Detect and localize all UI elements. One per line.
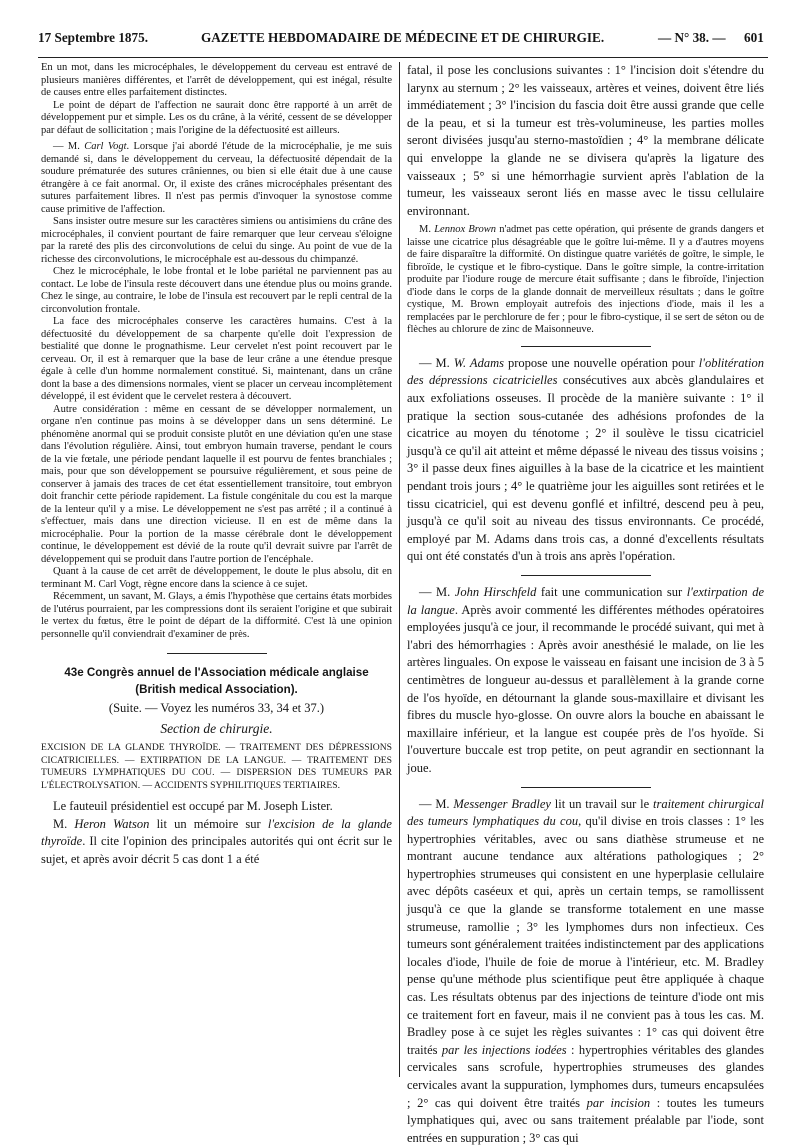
left-column <box>41 62 392 868</box>
speaker-name: Messenger Bradley <box>453 797 551 811</box>
paragraph-text: . Après avoir commenté les différentes méthodes opératoires employées jusqu'à ce jour, il recommande le procédé suivant, qui met à l'abri des hémorrhagies : Après avoir anesthésié le malade, on lie les artères linguales. On expose le vaisseau en faisant une incision de 3 à 5 centimètres de longueur au-dessus et parallèlement à la grande corne de l'os hyoïde, en détournant la glande sous-maxillaire et divisant les fibres du muscle hyo-glosse. On ouvre alors la bouche en abaissant le maxillaire inférieur, et la langue est coupée près de l'os hyoïde. Si l'ouverture buccale est trop petite, on peut agrandir en sectionnant la joue. <box>407 603 764 775</box>
header-journal-title: GAZETTE HEBDOMADAIRE DE MÉDECINE ET DE CHIRURGIE. <box>201 30 604 46</box>
speaker-name: John Hirschfeld <box>455 585 537 599</box>
paragraph-text: propose une nouvelle opération pour <box>504 356 699 370</box>
paragraph: Quant à la cause de cet arrêt de développement, le doute le plus absolu, dit en terminant M. Carl Vogt, règne encore dans la science à ce sujet. <box>41 566 392 591</box>
continuation-note: (Suite. — Voyez les numéros 33, 34 et 37.) <box>41 700 392 717</box>
paragraph-text: . Lorsque j'ai abordé l'étude de la microcéphalie, je me suis demandé si, dans le développement du cerveau, la défectuosité dépendait de la soudure prématurée des sutures crâniennes, ou bien si elle était due à une cause étrangère à ce fait anormal. Or, il existe des crânes microcéphales présentant des sutures parfaitement libres. Il n'est pas permis d'invoquer la synostose comme cause primitive de l'affection. <box>41 141 392 215</box>
lead-dash: — M. <box>419 797 453 811</box>
paragraph: Autre considération : même en cessant de se développer normalement, un organe n'en continue pas moins à se développer dans un sens déterminé. Le phénomène anormal qui se produit consiste plutôt en une déviation qu'en une stase dans l'évolution régulière. Ainsi, tout embryon humain traverse, pendant le cours de la vie fœtale, une période pendant laquelle il est pourvu de fentes branchiales ; mais, pour que son développement se poursuive régulièrement, et sous peine de conserver à jamais des traces de cet état essentiellement transitoire, tout embryon doit franchir cette période rapidement. La fistule congénitale du cou est la marque de la lenteur qu'il y a mise. Le développement ne s'est pas arrêté ; il a continué à s'effectuer, mais dans une direction vicieuse. Il en est de même dans la microcéphalie. Pour la portion de la masse cérébrale dont le développement continue, le développement est dévié de la route qu'il devrait suivre par l'arrêt de développement qui se produit dans l'autre portion de l'encéphale. <box>41 404 392 567</box>
paragraph-w-adams <box>407 355 764 566</box>
emphasis: par incision <box>587 1096 651 1110</box>
lead: M. <box>419 224 434 235</box>
paragraph-text: , qu'il divise en trois classes : 1° les hypertrophies véritables, avec ou sans diathèse strumeuse et ne montrant aucune tendance aux altérations pathologiques ; 2° hypertrophies strumeuses qui consistent en une hyperplasie cellulaire avec dépôts caséeux et qui, après un certain temps, se ramollissent jusqu'à ce que la glande se transforme totalement en une masse strumeuse, ramollie ; 3° les lymphomes durs non infectieux. Ces tumeurs sont généralement traitées indistinctement par des applications locales d'iode, l'huile de foie de morue à l'intérieur, etc. M. Bradley pense qu'une méthode plus scientifique peut être appliquée à chaque cas. Les résultats obtenus par des injections de teinture d'iode ont mis ce traitement fort en faveur, mais il ne convient pas à tous les cas. M. Bradley pose à ce sujet les règles suivantes : 1° cas qui doivent être traités <box>407 814 764 1057</box>
section-divider <box>167 653 267 654</box>
header-issue-number: — N° 38. — <box>658 30 726 46</box>
header-page-number: 601 <box>744 30 764 46</box>
section-divider <box>521 787 651 788</box>
section-divider <box>521 575 651 576</box>
paragraph-messenger-bradley <box>407 796 764 1147</box>
congress-subtitle: (British medical Association). <box>41 681 392 698</box>
topic: l'extirpation de la langue <box>407 585 764 617</box>
paragraph-text: lit un travail sur le <box>551 797 653 811</box>
speaker-name: W. Adams <box>454 356 504 370</box>
paragraph-text: . Il cite l'opinion des principales autorités qui ont écrit sur le sujet, et après avoir décrit 5 cas dont 1 a été <box>41 834 392 866</box>
speaker-name: Heron Watson <box>74 817 149 831</box>
lead-dash: — M. <box>419 585 455 599</box>
topic: l'excision de la glande thyroïde <box>41 817 392 849</box>
speaker-name: Carl Vogt <box>84 141 126 152</box>
congress-title: 43e Congrès annuel de l'Association médicale anglaise <box>41 664 392 681</box>
paragraph: La face des microcéphales conserve les caractères humains. C'est à la défectuosité du développement de sa charpente qu'elle doit l'expression de bestialité que donne le prognathisme. Leur cervelet n'est point recouvert par le cerveau. Or, il est à remarquer que la base de leur crâne a une étendue presque égale à celle d'un homme normalement constitué. Si, maintenant, dans un crâne dont la base a des dimensions normales, vient se placer un cerveau incomplètement développé, il est évident que le cervelet restera à découvert. <box>41 316 392 404</box>
paragraph: Le point de départ de l'affection ne saurait donc être rapporté à un arrêt de développement pur et simple. Les os du crâne, à la vérité, cessent de se développer par défaut de sollicitation ; mais l'origine de la défectuosité est ailleurs. <box>41 100 392 138</box>
paragraph-lennox-brown <box>407 224 764 337</box>
right-column <box>407 62 764 1147</box>
section-summary: EXCISION DE LA GLANDE THYROÏDE. — TRAITEMENT DES DÉPRESSIONS CICATRICIELLES. — EXTIRPATION DE LA LANGUE. — TRAITEMENT DES TUMEURS LYMPHATIQUES DU COU. — DISPERSION DES TUMEURS PAR L'ÉLECTROLYSATION. — ACCIDENTS SYPHILITIQUES TERTIAIRES. <box>41 742 392 792</box>
lead-dash: — M. <box>419 356 454 370</box>
paragraph-text: n'admet pas cette opération, qui présente de grands dangers et laisse une cicatrice plus désagréable que le goître lui-même. Il y a d'autres moyens de faire disparaître la difformité. On distingue quatre variétés de goître, le simple, le fibroïde, le cystique et le fibro-cystique. Dans le goître simple, la contre-irritation produite par l'iodure rouge de mercure était suffisante ; dans le fibroïde, l'injection d'iode dans le corps de la glande donnait de merveilleux résultats ; dans le goître cystique, M. Brown employait autrefois des injections d'iode, mais il les a remplacées par le perchlorure de fer ; pour le fibro-cystique, il se sert de séton ou de flèches au chlorure de zinc de Maisonneuve. <box>407 224 764 335</box>
header-rule <box>38 57 768 58</box>
paragraph-carl-vogt <box>41 141 392 216</box>
paragraph-text: consécutives aux abcès glandulaires et aux exfoliations osseuses. Il procède de la manière suivante : 1° il pratique la section sous-cutanée des adhésions profondes de la cicatrice au moyen du ténotome ; 2° il soulève le tissu cicatriciel jusqu'à ce qu'il ait atteint et même dépassé le niveau des tissus voisins ; 3° il passe deux fines aiguilles à la base de la cicatrice et les maintient pendant trois jours ; 4° le quatrième jour les aiguilles sont retirées et le tissu cicatriciel, qui est devenu gonflé et infiltré, descend peu à peu, jusqu'à ce qu'il soit au niveau des tissus environnants. Ce procédé, employé par M. Adams dans trois cas, a donné d'excellents résultats qui ont été constatés d'un à trois ans après l'opération. <box>407 373 764 563</box>
paragraph-text: : hypertrophies véritables des glandes cervicales sans scrofule, hypertrophies strumeuses des glandes cervicales avant la suppuration, lymphomes durs, tumeurs encapsulées ; 2° cas qui doivent être traités <box>407 1043 764 1110</box>
paragraph: Le fauteuil présidentiel est occupé par M. Joseph Lister. <box>41 798 392 816</box>
topic: l'oblitération des dépressions cicatricielles <box>407 356 764 388</box>
speaker-name: Lennox Brown <box>434 224 496 235</box>
paragraph: Récemment, un savant, M. Glays, a émis l'hypothèse que certains états morbides de l'utérus pourraient, par les compressions dont ils seraient l'origine et que subirait le vertex du fœtus, être le point de départ de la difformité. C'est là une opinion personnelle qu'il conviendrait d'examiner de près. <box>41 591 392 641</box>
column-divider <box>399 62 400 1077</box>
header-date: 17 Septembre 1875. <box>38 30 148 46</box>
running-header <box>38 28 768 50</box>
topic: traitement chirurgical des tumeurs lymphatiques du cou <box>407 797 764 829</box>
paragraph-john-hirschfeld <box>407 584 764 778</box>
paragraph-heron-watson <box>41 816 392 869</box>
section-divider <box>521 346 651 347</box>
section-heading: Section de chirurgie. <box>41 720 392 738</box>
paragraph-text: : toutes les tumeurs lymphatiques qui, avec ou sans traitement préalable par l'iode, sont entrées en suppuration ; 3° cas qui <box>407 1096 764 1145</box>
emphasis: par les injections iodées <box>442 1043 567 1057</box>
paragraph: Chez le microcéphale, le lobe frontal et le lobe pariétal ne parviennent pas au contact. Le lobe de l'insula reste découvert dans une étendue plus ou moins grande. Chez le singe, au contraire, le lobe de l'insula est recouvert par le repli central de la circonvolution frontale. <box>41 266 392 316</box>
paragraph-text: fait une communication sur <box>536 585 686 599</box>
lead: M. <box>53 817 74 831</box>
lead-dash: — M. <box>53 141 84 152</box>
paragraph: En un mot, dans les microcéphales, le développement du cerveau est entravé de plusieurs manières différentes, et l'arrêt de développement, qui est inégal, résulte de causes entre elles parfaitement distinctes. <box>41 62 392 100</box>
paragraph-text: lit un mémoire sur <box>149 817 267 831</box>
paragraph: fatal, il pose les conclusions suivantes : 1° l'incision doit s'étendre du larynx au sternum ; 2° les vaisseaux, artères et veines, doivent être liés immédiatement ; 3° l'incision du fascia doit être aussi grande que celle de la peau, et si la tumeur est très-volumineuse, les parties molles seront divisées jusqu'au sterno-mastoïdien ; 4° la membrane délicate qui enveloppe la glande ne se divisera qu'après la ligature des vaisseaux ; 5° si une hémorrhagie survient après l'ablation de la tumeur, les vaisseaux seront liés en masse avec le tissu cellulaire environnant. <box>407 62 764 220</box>
paragraph: Sans insister outre mesure sur les caractères simiens ou antisimiens du crâne des microcéphales, il convient pourtant de faire remarquer que leur cerveau s'éloigne par la rareté des plis des circonvolutions de celui du singe. Au point de vue de la richesse des circonvolutions, le microcéphale est au-dessous du chimpanzé. <box>41 216 392 266</box>
